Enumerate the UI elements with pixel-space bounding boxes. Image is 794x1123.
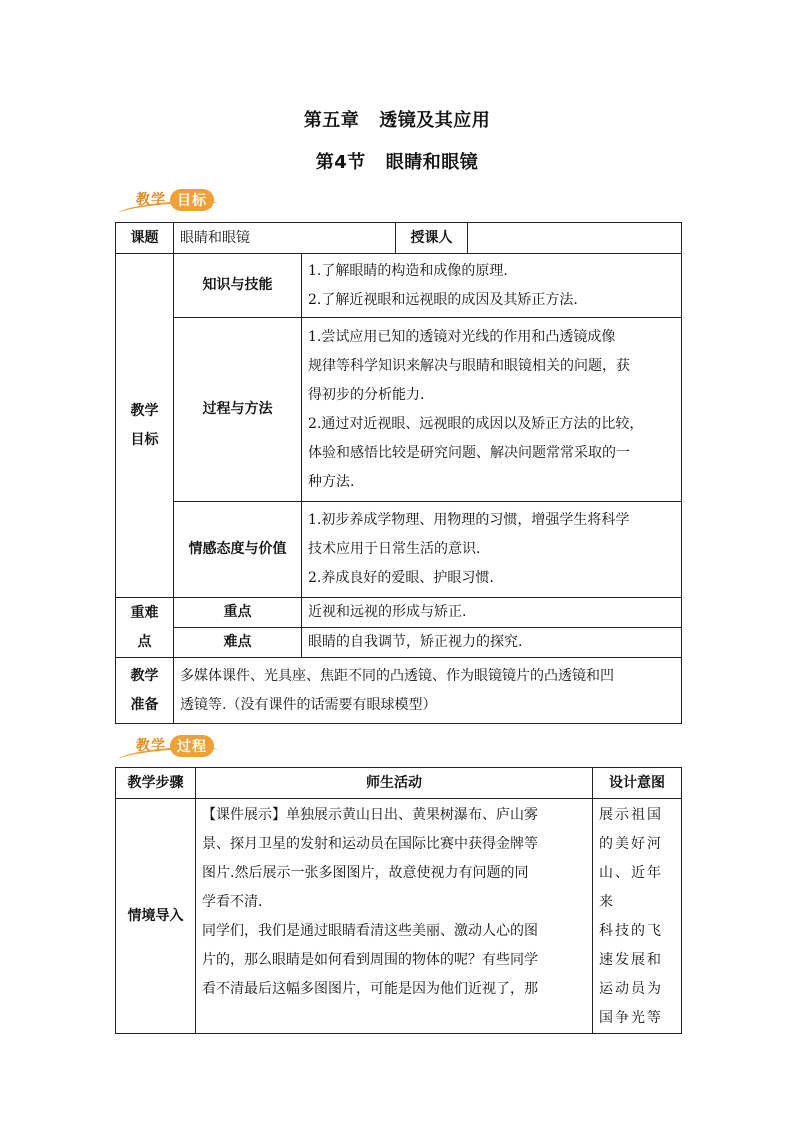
- header-step: 教学步骤: [116, 768, 196, 799]
- goal-category: 知识与技能: [174, 254, 302, 318]
- section-title: [0, 148, 794, 174]
- prep-label: 教学 准备: [116, 658, 174, 724]
- goals-badge: [118, 188, 228, 214]
- activity-cell: 【课件展示】单独展示黄山日出、黄果树瀑布、庐山雾 景、探月卫星的发射和运动员在国际比赛中获得金牌等 图片.然后展示一张多图图片，故意使视力有问题的同 学看不清. 同学们，我们是通过眼睛看清这些美丽、激动人心的图 片的，那么眼睛是如何看到周围的物体的呢？有些同学 看不清最后这幅多图图片，可能是因为他们近视了，那: [196, 799, 593, 1034]
- badge-text-1: 教学: [136, 738, 166, 754]
- key-point-label: 重点: [174, 598, 302, 628]
- section-name: 眼睛和眼镜: [385, 152, 479, 173]
- teacher-value: [468, 223, 682, 254]
- badge-text-2: 目标: [170, 189, 214, 211]
- topic-label: 课题: [116, 223, 174, 254]
- section-number: 第4节: [315, 152, 366, 173]
- badge-text-1: 教学: [136, 192, 166, 208]
- chapter-name: 透镜及其应用: [379, 110, 491, 131]
- chapter-title: [0, 106, 794, 132]
- goal-category: 过程与方法: [174, 318, 302, 502]
- goals-label: 教学 目标: [116, 254, 174, 598]
- difficulty-label: 重难 点: [116, 598, 174, 658]
- goal-text: 1.初步养成学物理、用物理的习惯，增强学生将科学 技术应用于日常生活的意识. 2.养成良好的爱眼、护眼习惯.: [302, 502, 682, 598]
- design-cell: 展示祖国 的美好河 山、近年来 科技的飞 速发展和 运动员为 国争光等: [593, 799, 682, 1034]
- step-cell: 情境导入: [116, 799, 196, 1034]
- key-point-text: 近视和远视的形成与矫正.: [302, 598, 682, 628]
- header-design: 设计意图: [593, 768, 682, 799]
- badge-text-2: 过程: [170, 735, 214, 757]
- process-table: [115, 767, 682, 1034]
- process-badge: [118, 734, 228, 760]
- topic-value: 眼睛和眼镜: [174, 223, 396, 254]
- lesson-plan-table: [115, 222, 682, 724]
- header-activity: 师生活动: [196, 768, 593, 799]
- teacher-label: 授课人: [396, 223, 468, 254]
- hard-point-text: 眼睛的自我调节，矫正视力的探究.: [302, 628, 682, 658]
- goal-category: 情感态度与价值: [174, 502, 302, 598]
- chapter-number: 第五章: [303, 110, 360, 131]
- goal-text: 1.了解眼睛的构造和成像的原理. 2.了解近视眼和远视眼的成因及其矫正方法.: [302, 254, 682, 318]
- goal-text: 1.尝试应用已知的透镜对光线的作用和凸透镜成像 规律等科学知识来解决与眼睛和眼镜相关的问题，获 得初步的分析能力. 2.通过对近视眼、远视眼的成因以及矫正方法的比较， 体验和感悟比较是研究问题、解决问题常常采取的一 种方法.: [302, 318, 682, 502]
- hard-point-label: 难点: [174, 628, 302, 658]
- prep-text: 多媒体课件、光具座、焦距不同的凸透镜、作为眼镜镜片的凸透镜和凹 透镜等.（没有课件的话需要有眼球模型）: [174, 658, 682, 724]
